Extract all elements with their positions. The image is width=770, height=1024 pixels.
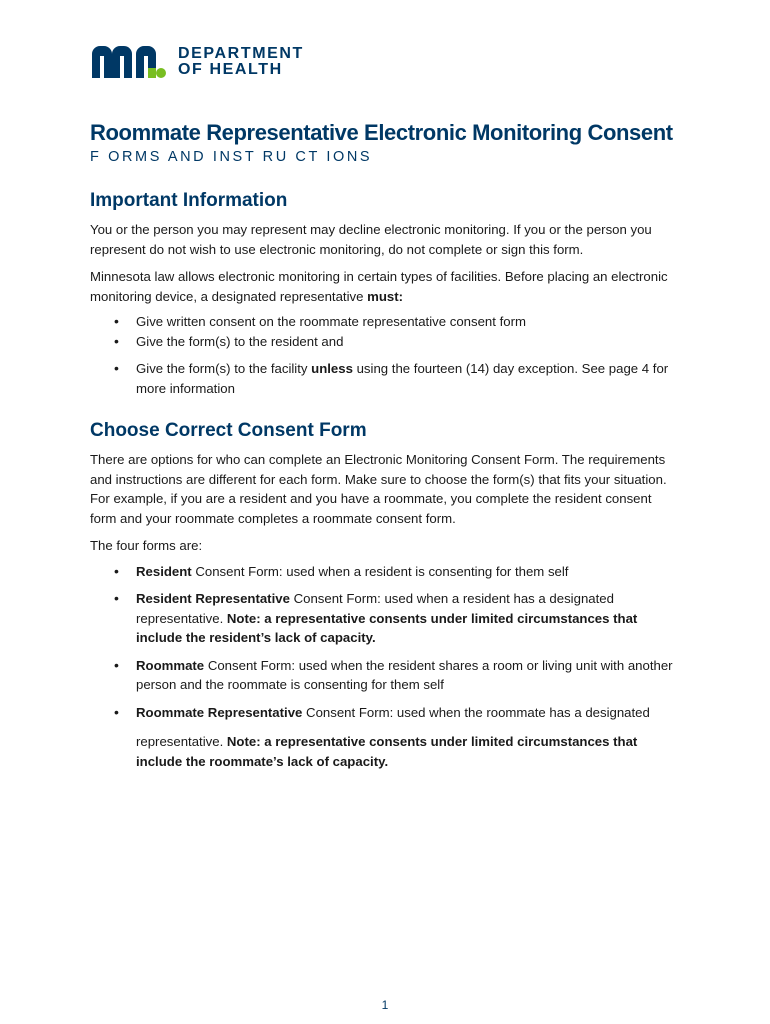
- list-item: [90, 562, 680, 582]
- document-subtitle: F ORMS AND INST RU CT IONS: [90, 149, 373, 165]
- list-item: [90, 656, 680, 695]
- paragraph-decline: You or the person you may represent may decline electronic monitoring. If you or the person you represent do not wish to use electronic monitoring, do not complete or sign this form.: [90, 222, 652, 257]
- form-name: Roommate Representative: [136, 704, 303, 720]
- paragraph-four-forms: The four forms are:: [90, 538, 203, 553]
- form-name: Roommate: [136, 657, 205, 673]
- must-emphasis: must:: [367, 288, 404, 304]
- form-description-continued: [136, 732, 680, 771]
- paragraph-options: There are options for who can complete an Electronic Monitoring Consent Form. The requirements and instructions are different for each form. Make sure to choose the form(s) that fits your situation. For example, if you are a resident and you have a roommate, you complete the resident consent form and your roommate completes a roommate consent form.: [90, 452, 667, 526]
- document-body: [90, 118, 680, 771]
- form-description: Consent Form: used when a resident is consenting for them self: [191, 563, 569, 579]
- form-note: Note: a representative consents under limited circumstances that include the roommate’s lack of capacity.: [136, 734, 638, 769]
- form-name: Resident Representative: [136, 591, 290, 606]
- logo-wordmark: [178, 46, 304, 78]
- form-note: Note: a representative consents under limited circumstances that include the resident’s lack of capacity.: [136, 610, 638, 645]
- list-item: [90, 589, 680, 648]
- list-item-text: Give the form(s) to the facility: [136, 361, 312, 376]
- logo-line-2: OF HEALTH: [178, 61, 283, 78]
- section-heading-choose-form: Choose Correct Consent Form: [90, 420, 367, 441]
- mdh-logo: [90, 44, 304, 80]
- logo-line-1: DEPARTMENT: [178, 45, 304, 62]
- document-title: Roommate Representative Electronic Monitoring Consent: [90, 120, 673, 145]
- list-item-text: Give written consent on the roommate representative consent form: [136, 314, 526, 329]
- list-item: [90, 312, 680, 332]
- unless-emphasis: unless: [311, 361, 353, 376]
- form-description: representative.: [136, 734, 227, 749]
- form-name: Resident: [136, 563, 192, 579]
- list-item: [90, 703, 680, 772]
- mn-logo-icon: [90, 44, 170, 80]
- list-item: [90, 332, 680, 352]
- page-number: 1: [381, 998, 389, 1012]
- list-item-text: using the fourteen (14) day exception. See page 4 for more information: [136, 361, 669, 396]
- form-description: Consent Form: used when the resident shares a room or living unit with another person and the roommate is consenting for them self: [136, 657, 673, 692]
- list-item-text: Give the form(s) to the resident and: [136, 333, 344, 349]
- law-text: Minnesota law allows electronic monitoring in certain types of facilities. Before placing an electronic monitoring device, a designated representative: [90, 269, 668, 304]
- list-item: [90, 359, 680, 398]
- form-description: Consent Form: used when the roommate has a designated: [302, 704, 650, 720]
- section-heading-important: Important Information: [90, 190, 288, 211]
- paragraph-minnesota-law: [90, 267, 680, 306]
- forms-list: [90, 562, 680, 772]
- requirements-list: [90, 312, 680, 398]
- form-description: Consent Form: used when a resident has a designated representative.: [136, 591, 614, 626]
